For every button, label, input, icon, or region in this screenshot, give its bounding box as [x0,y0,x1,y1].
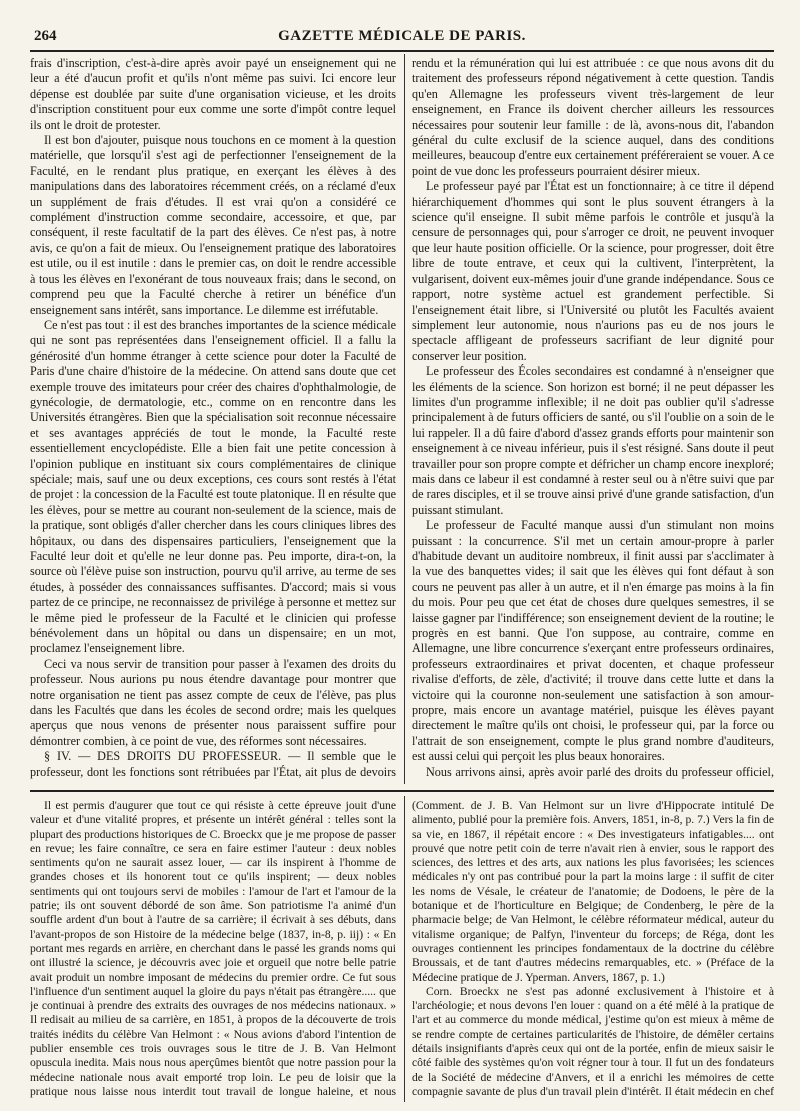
feuilleton-rule [30,790,774,792]
page-header [30,28,774,48]
paragraph: Le professeur des Écoles secondaires est condamné à n'enseigner que les éléments de la science. Son horizon est borné; il ne peut dépasser les limites d'un programme inflexible; il ne doit pas oublier qu'il s'adresse principalement à de futurs officiers de santé, ou s'il l'oublie on a soin de le lui rappeler. Il a dû faire d'abord d'assez grands efforts pour maintenir son enseignement à ce niveau inférieur, puis il s'est résigné. Sans doute il peut travailler pour son propre compte et défricher un champ encore inexploré; mais dans ce labeur il est condamné à rester seul ou à n'être suivi que par de rares disciples, et il se trouve ainsi privé d'une grande satisfaction, d'un puissant stimulant. [412,364,774,517]
paragraph: Ce n'est pas tout : il est des branches importantes de la science médicale qui ne sont pas représentées dans l'enseignement officiel. Il a fallu la générosité d'un homme étranger à cette science pour doter la Faculté de Paris d'une chaire d'histoire de la médecine. On attend sans doute que cet exemple trouve des imitateurs pour créer des chaires d'ophthalmologie, de gynécologie, de dermatologie, etc., comme on en rencontre dans les Universités étrangères. Bien que la spécialisation soit reconnue nécessaire et ses avantages appréciés de tout le monde, la Faculté reste essentiellement encyclopédiste. Elle a bien fait une petite concession à l'opinion publique en instituant six cours complémentaires de clinique spéciale; mais, sauf une ou deux exceptions, ces cours sont restés à l'état de projet : la concession de la Faculté est toute platonique. Il en résulte que les élèves, pour se mettre au courant non-seulement de la science, mais de la pratique, sont obligés d'aller chercher dans les cours cliniques libres des hôpitaux, ou dans des dispensaires particuliers, l'enseignement que la Faculté leur doit et qu'elle ne leur donne pas. Peu importe, dira-t-on, la source où l'élève puise son instruction, pourvu qu'il arrive, au terme de ses études, à posséder des connaissances suffisantes. D'accord; mais si vous partez de ce principe, ne reconnaissez de privilége à personne et mettez sur le même pied le professeur de la Faculté et le clinicien qui professe bénévolement dans un hôpital ou dans un dispensaire; en un mot, proclamez l'enseignement libre. [30,317,396,656]
column-divider [404,54,405,784]
paragraph: Le professeur de Faculté manque aussi d'un stimulant non moins puissant : la concurrence. S'il met un certain amour-propre à parler d'habitude devant un auditoire nombreux, il finit aussi par s'acclimater à la vue des banquettes vides; il sait que les élèves qui font défaut à son cours ne peuvent pas aller à un autre, et il n'en émarge pas moins à la fin du mois. Pour peu que cet état de choses dure quelques semestres, il se laisse gagner par l'indifférence; son enseignement devient de la routine; le progrès en est banni. Que l'on suppose, au contraire, comme en Allemagne, une libre concurrence s'exerçant entre professeurs ordinaires, professeurs extraordinaires et privat docenten, et chaque professeur rivalise d'efforts, de zèle, d'activité; il trouve dans cette lutte et dans la victoire qui la couronne non-seulement une satisfaction à son amour-propre, mais encore un avantage matériel, puisque les élèves payant directement le maître qu'ils ont choisi, le professeur qui, par la force ou l'attrait de son enseignement, compte le plus grand nombre d'auditeurs, est aussi celui qui perçoit les plus beaux honoraires. [412,518,774,764]
feuilleton-column-left [30,799,396,1099]
paragraph: rendu et la rémunération qui lui est attribuée : ce que nous avons dit du traitement des professeurs répond négativement à cette question. Tandis qu'en Allemagne les professeurs vivent très-largement de leur enseignement, en France ils doivent chercher ailleurs les ressources nécessaires pour soutenir leur famille : de là, avons-nous dit, l'abandon général du culte exclusif de la science auquel, dans des conditions meilleures, beaucoup d'entre eux certainement préféreraient se vouer. A ce point de vue donc les professeurs pourraient désirer mieux. [412,56,774,178]
page-number: 264 [34,28,57,44]
paragraph: Ceci va nous servir de transition pour passer à l'examen des droits du professeur. Nous aurions pu nous étendre davantage pour montrer que notre organisation ne tient pas assez compte de ceux de l'élève, pas plus dans les Facultés que dans les écoles de second ordre; mais les quelques aperçus que nous venons de présenter nous paraissent suffire pour démontrer combien, à ce point de vue, des réformes sont nécessaires. [30,656,396,748]
paragraph: Il est permis d'augurer que tout ce qui résiste à cette épreuve jouit d'une valeur et d'une vitalité propres, et présente un intérêt général : telles sont la plupart des productions historiques de C. Broeckx que je me propose de passer en revue; les faire connaître, ce sera en faire estimer l'auteur : deux nobles sentiments qu'on ne saurait assez louer, — car ils inspirent à l'homme de grandes choses et ils honorent tout ce qu'ils inspirent; — deux nobles sentiments qui ont toujours servi de mobiles : l'amour de l'art et l'amour de la patrie; ils ont souvent débordé de son âme. Son patriotisme l'a animé d'un souffle ardent d'un bout à l'autre de sa carrière; il écrivait à ses débuts, dans l'avant-propos de son Histoire de la médecine belge (1837, in-8, p. iij) : « En portant mes regards en arrière, en cherchant dans le passé les grands noms qui ont illustré la science, je découvris avec joie et orgueil que notre belle patrie avait produit un nombre imposant de médecins du premier ordre. Ce fut sous l'influence d'un sentiment auquel la gloire du pays n'était pas étrangère..... que je continuai à prendre des extraits des ouvrages de nos médecins nationaux. » Il redisait au milieu de sa carrière, en 1851, à propos de la découverte de trois traités inédits du célèbre Van Helmont : « Nous avions d'abord l'intention de publier ensemble ces trois ouvrages sous le titre de J. B. Van Helmont opuscula inedita. Mais nous nous aperçûmes bientôt que notre passion pour la médecine nationale nous avait emporté trop loin. Le peu de loisir que la pratique nous laisse nous interdit tout travail de longue haleine, et nous [30,799,396,1098]
paragraph: frais d'inscription, c'est-à-dire après avoir payé un enseignement qui ne leur a été d'aucun profit et qu'ils n'ont même pas suivi. Ici encore leur dépense est doublée par suite d'une organisation vicieuse, et les droits d'inscription constituent pour eux comme une sorte d'impôt contre lequel ils ont le droit de protester. [30,56,396,132]
article-column-left [30,56,396,781]
column-divider [404,796,405,1102]
paragraph: Nous arrivons ainsi, après avoir parlé des droits du professeur officiel, [426,764,774,779]
paragraph: Corn. Broeckx ne s'est pas adonné exclusivement à l'histoire et à l'archéologie; et nous devons l'en louer : quand on a été mêlé à la pratique de l'art et au commerce du monde médical, j'estime qu'on est mieux à même de se rendre compte de certaines particularités de l'histoire, de démêler certains détails insignifiants d'après ceux qui ont de la portée, enfin de mieux saisir le côté faible des systèmes qu'on voit régner tour à tour. Il fut un des fondateurs de la Société de médecine d'Anvers, et il a enrichi les mémoires de cette compagnie savante de plus d'un travail plein d'intérêt. Il était médecin en chef [412,984,774,1098]
paragraph: Il est bon d'ajouter, puisque nous touchons en ce moment à la question matérielle, que lorsqu'il s'est agi de perfectionner l'enseignement de la Faculté, en le rendant plus pratique, en exerçant les élèves à des manipulations dans des laboratoires récemment créés, on a réclamé d'eux un supplément de frais d'études. Il est vrai qu'on a considéré ce complément d'instruction comme secondaire, accessoire, et que, par conséquent, il reste facultatif de la part des élèves. Ce n'est pas, à notre avis, ce qu'on a fait de mieux. Ou l'enseignement pratique des laboratoires est utile, ou il est inutile : dans le premier cas, on doit le rendre accessible à tous les élèves en l'exonérant de tous nouveaux frais; dans le second, on comprend peu que la Faculté cherche à retirer un bénéfice d'un enseignement sans intérêt, sans importance. Le dilemme est irréfutable. [30,133,396,317]
paragraph: (Comment. de J. B. Van Helmont sur un livre d'Hippocrate intitulé De alimento, publié pour la première fois. Anvers, 1851, in-8, p. 7.) Vers la fin de sa vie, en 1867, il répétait encore : « Des investigateurs infatigables.... ont prouvé que notre petit coin de terre n'avait rien à envier, sous le rapport des sciences, des lettres et des arts, aux nations les plus favorisées; les sciences médicales n'y ont pas contribué pour la part la moins large : il suffit de citer les noms de Vésale, le créateur de l'anatomie; de Dodoens, le père de la botanique et de l'horticulture en Belgique; de Condenberg, le père de la pharmacie belge; de Van Helmont, le célèbre réformateur médical, auteur du vitalisme organique; de Palfyn, l'inventeur du forceps; de Réga, dont les ouvrages contiennent les principes fondamentaux de la doctrine du célèbre Broussais, et de tant d'autres médecins remarquables, etc. » (Préface de la Médecine pratique de J. Yperman. Anvers, 1867, p. 1.) [412,799,774,984]
article-column-right [412,56,774,781]
paragraph: § IV. — DES DROITS DU PROFESSEUR. — Il semble que le professeur, dont les fonctions sont rétribuées par l'État, ait plus de devoirs [30,749,396,779]
feuilleton-column-right [412,799,774,1099]
paragraph: Le professeur payé par l'État est un fonctionnaire; à ce titre il dépend hiérarchiquement d'hommes qui sont le plus souvent étrangers à la science qu'il enseigne. Il subit même parfois le contrôle et jusqu'à la censure de personnages qui, pour s'arroger ce droit, ne peuvent invoquer que leur haute position officielle. Or la science, pour progresser, doit être libre de toute entrave, et ceux qui la cultivent, l'interprètent, la vulgarisent, doivent eux-mêmes jouir d'une grande indépendance. Sous ce rapport, notre système actuel est grandement perfectible. Si l'enseignement était libre, si l'Université ou plutôt les Facultés avaient simplement leur autonomie, nous n'aurions pas eu de nos jours le spectacle affligeant de professeurs sacrifiant de leur dignité pour conserver leur position. [412,179,774,363]
running-title: GAZETTE MÉDICALE DE PARIS. [278,28,526,44]
header-rule [30,50,774,52]
